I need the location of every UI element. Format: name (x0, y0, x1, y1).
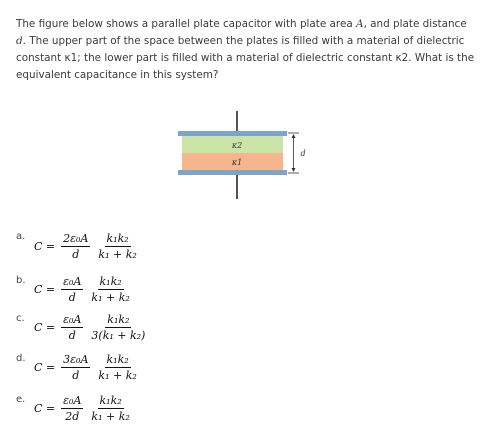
dimension-label: d (300, 149, 306, 158)
fraction-denominator: 2d (65, 410, 80, 423)
fraction-denominator: d (72, 248, 80, 261)
fraction-numerator: ε₀A (63, 275, 82, 288)
lower-dielectric-label: κ1 (231, 158, 243, 167)
fraction-numerator: 2ε₀A (63, 232, 89, 245)
fraction-numerator: k₁k₂ (106, 232, 129, 245)
question-part: The figure below shows a parallel plate capacitor with plate area (16, 18, 357, 30)
option-e[interactable] (16, 394, 216, 434)
fraction-denominator: d (68, 329, 76, 342)
bottom-plate (178, 170, 287, 175)
formula-lhs: C = (34, 240, 56, 253)
fraction-numerator: 3ε₀A (63, 353, 89, 366)
fraction-numerator: ε₀A (63, 394, 82, 407)
fraction (89, 394, 131, 423)
option-a[interactable] (16, 231, 216, 271)
fraction-denominator: d (68, 291, 76, 304)
fraction-numerator: k₁k₂ (99, 394, 122, 407)
fraction-denominator: k₁ + k₂ (91, 410, 130, 423)
formula-lhs: C = (34, 361, 56, 374)
option-c[interactable] (16, 313, 216, 353)
top-plate (178, 131, 287, 136)
question-text (16, 16, 476, 84)
option-letter: d. (16, 353, 26, 364)
option-letter: c. (16, 313, 25, 324)
option-b[interactable] (16, 275, 216, 315)
formula-lhs: C = (34, 283, 56, 296)
dimension-arrow-up-icon (292, 134, 296, 138)
fraction-denominator: k₁ + k₂ (98, 248, 137, 261)
formula-lhs: C = (34, 402, 56, 415)
variable-area: A (356, 18, 364, 30)
fraction-numerator: k₁k₂ (106, 353, 129, 366)
question-part: . The upper part of the space between the plates is filled with a material of dielectric constant κ1; the lower part is filled with a material of dielectric constant κ2. What is the equivalent capacitance in this system? (16, 35, 475, 81)
fraction (61, 313, 83, 342)
option-formula (34, 394, 135, 423)
fraction (61, 232, 90, 261)
option-formula (34, 353, 142, 382)
dimension-arrow-down-icon (292, 168, 296, 172)
fraction-denominator: k₁ + k₂ (91, 291, 130, 304)
fraction (89, 313, 147, 342)
fraction-numerator: ε₀A (63, 313, 82, 326)
option-d[interactable] (16, 353, 216, 393)
fraction-numerator: k₁k₂ (107, 313, 130, 326)
option-letter: b. (16, 275, 26, 286)
option-letter: a. (16, 231, 26, 242)
fraction-denominator: 3(k₁ + k₂) (91, 329, 146, 342)
fraction (61, 394, 83, 423)
option-letter: e. (16, 394, 26, 405)
fraction-denominator: d (72, 369, 80, 382)
fraction-numerator: k₁k₂ (99, 275, 122, 288)
fraction (61, 353, 90, 382)
fraction-denominator: k₁ + k₂ (98, 369, 137, 382)
fraction (89, 275, 131, 304)
capacitor-figure (178, 111, 308, 201)
option-formula (34, 232, 142, 261)
formula-lhs: C = (34, 321, 56, 334)
question-part: , and plate distance (363, 18, 467, 30)
variable-distance: d (16, 35, 23, 47)
option-formula (34, 313, 150, 342)
option-formula (34, 275, 135, 304)
upper-dielectric-label: κ2 (231, 141, 243, 150)
fraction (96, 353, 138, 382)
fraction (96, 232, 138, 261)
fraction (61, 275, 83, 304)
